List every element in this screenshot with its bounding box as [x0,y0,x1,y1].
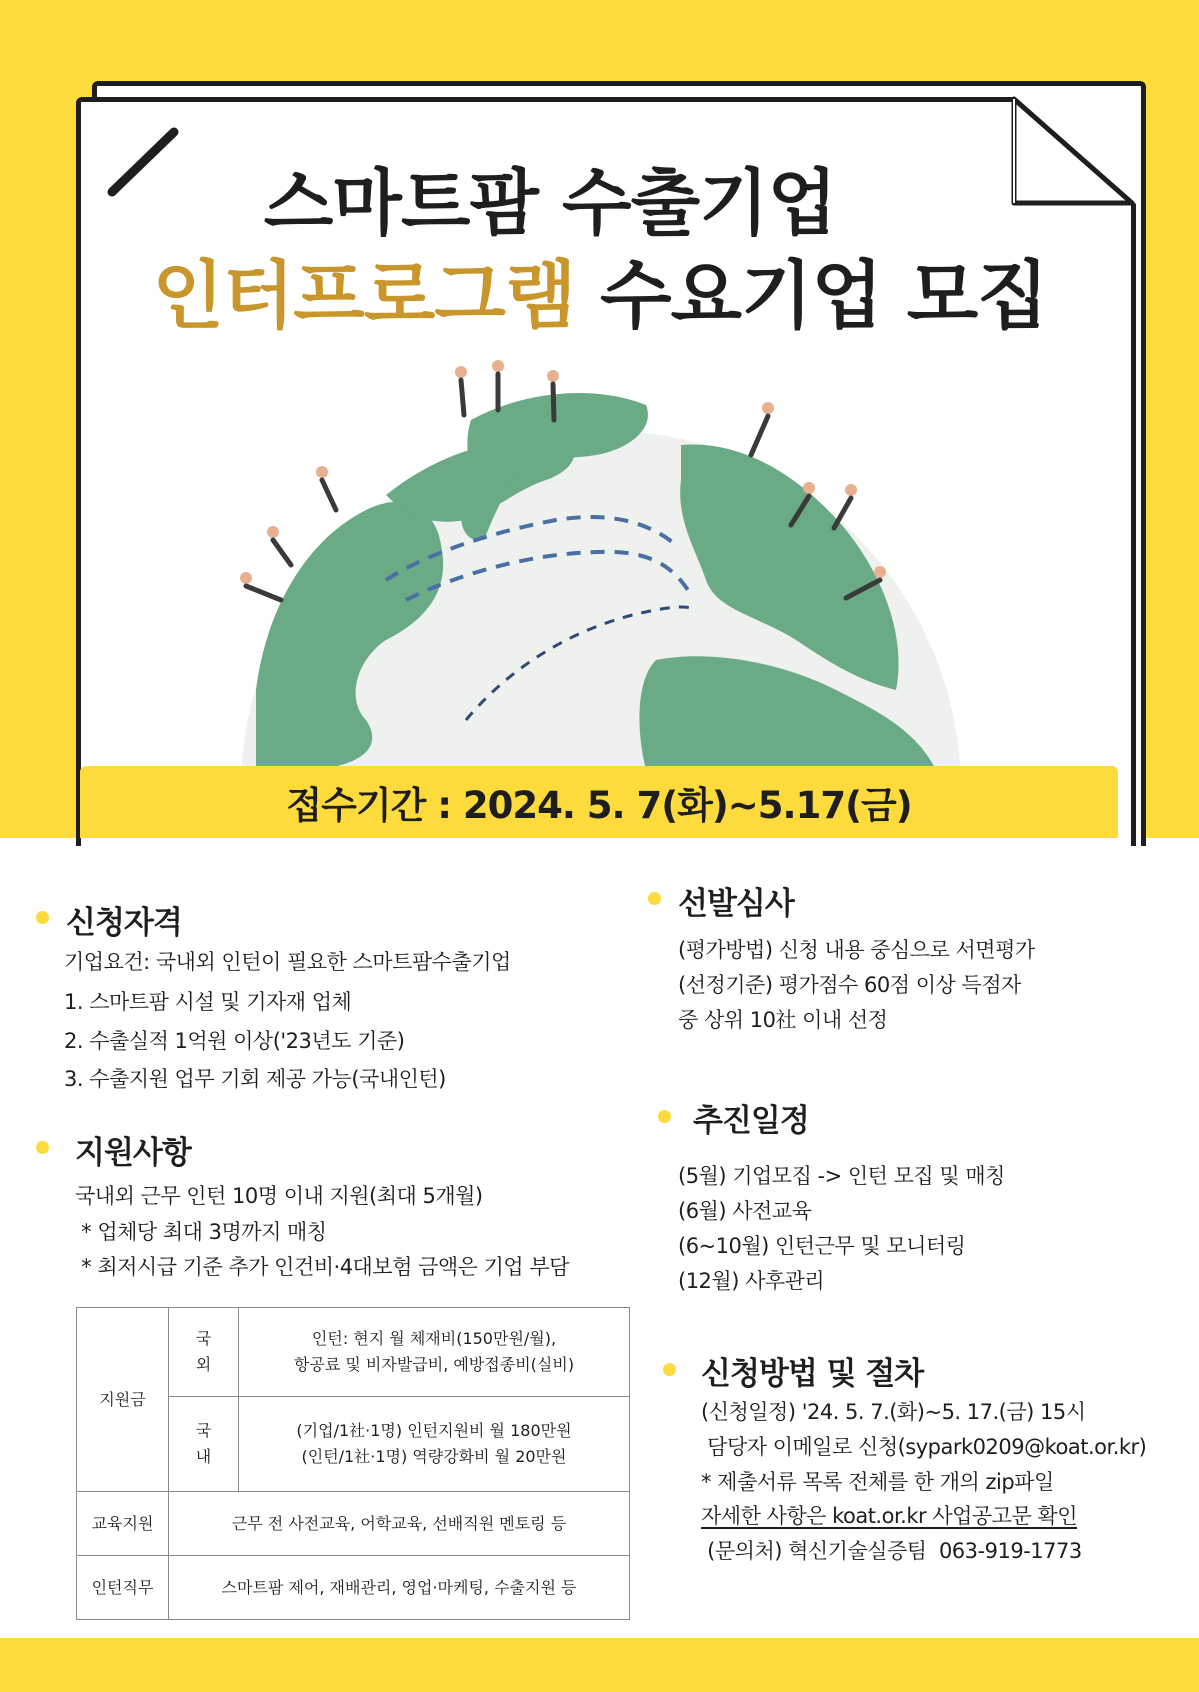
table-row [77,1556,630,1620]
title-line-1: 스마트팜 수출기업 [263,161,837,245]
bullet-dot-icon [36,1141,49,1154]
globe-illustration [236,360,966,770]
overseas-label-cell: 국 외 [169,1308,239,1397]
support-line-3: * 최저시급 기준 추가 인건비·4대보험 금액은 기업 부담 [75,1255,569,1279]
support-table [76,1307,630,1620]
selection-line-1: (평가방법) 신청 내용 중심으로 서면평가 [678,938,1035,962]
title-line-2 [100,237,1100,343]
slash-mark-icon [104,124,184,200]
apply-line-3: * 제출서류 목록 전체를 한 개의 zip파일 [701,1470,1054,1494]
qualification-heading: 신청자격 [66,905,182,941]
bullet-dot-icon [663,1363,676,1376]
domestic-value-line-2: (인턴/1社·1명) 역량강화비 월 20만원 [301,1447,567,1466]
title-highlight: 인터프로그램 [152,253,576,339]
bullet-dot-icon [658,1110,671,1123]
qualification-line-1: 기업요건: 국내외 인턴이 필요한 스마트팜수출기업 [64,950,511,974]
application-period-banner [80,766,1118,838]
bullet-dot-icon [648,892,661,905]
job-value-cell: 스마트팜 제어, 재배관리, 영업·마케팅, 수출지원 등 [169,1556,630,1620]
bottom-bar [0,1638,1199,1692]
apply-line-1: (신청일정) '24. 5. 7.(화)~5. 17.(금) 15시 [701,1400,1086,1424]
title-rest: 수요기업 모집 [575,253,1048,339]
overseas-value-cell [239,1308,630,1397]
qualification-line-4: 3. 수출지원 업무 기회 제공 가능(국내인턴) [64,1067,446,1091]
schedule-heading: 추진일정 [693,1103,809,1139]
schedule-line-4: (12월) 사후관리 [678,1269,825,1293]
overseas-value-line-2: 항공료 및 비자발급비, 예방접종비(실비) [293,1355,575,1374]
apply-heading: 신청방법 및 절차 [701,1356,924,1392]
fund-label-cell: 지원금 [77,1308,169,1492]
support-line-1: 국내외 근무 인턴 10명 이내 지원(최대 5개월) [75,1184,483,1208]
support-heading: 지원사항 [75,1135,191,1171]
schedule-line-2: (6월) 사전교육 [678,1199,812,1223]
bullet-dot-icon [36,911,49,924]
domestic-label-cell: 국 내 [169,1397,239,1492]
qualification-line-3: 2. 수출실적 1억원 이상('23년도 기준) [64,1029,405,1053]
apply-line-4-link[interactable]: 자세한 사항은 koat.or.kr 사업공고문 확인 [701,1504,1077,1528]
support-line-2: * 업체당 최대 3명까지 매칭 [75,1220,327,1244]
selection-line-2: (선정기준) 평가점수 60점 이상 득점자 [678,973,1021,997]
edu-label-cell: 교육지원 [77,1492,169,1556]
qualification-line-2: 1. 스마트팜 시설 및 기자재 업체 [64,990,352,1014]
domestic-value-cell [239,1397,630,1492]
table-row [77,1308,630,1397]
schedule-line-1: (5월) 기업모집 -> 인턴 모집 및 매칭 [678,1164,1005,1188]
overseas-value-line-1: 인턴: 현지 월 체재비(150만원/월), [311,1329,557,1348]
edu-value-cell: 근무 전 사전교육, 어학교육, 선배직원 멘토링 등 [169,1492,630,1556]
domestic-value-line-1: (기업/1社·1명) 인턴지원비 월 180만원 [296,1421,572,1440]
apply-line-5: (문의처) 혁신기술실증팀 063-919-1773 [701,1539,1082,1563]
page-corner-fold-icon [1010,95,1136,207]
application-period-text: 접수기간 : 2024. 5. 7(화)~5.17(금) [286,784,912,827]
job-label-cell: 인턴직무 [77,1556,169,1620]
schedule-line-3: (6~10월) 인턴근무 및 모니터링 [678,1234,966,1258]
selection-line-3: 중 상위 10社 이내 선정 [678,1008,888,1032]
selection-heading: 선발심사 [678,886,794,922]
table-row [77,1492,630,1556]
apply-line-2: 담당자 이메일로 신청(sypark0209@koat.or.kr) [701,1435,1147,1459]
